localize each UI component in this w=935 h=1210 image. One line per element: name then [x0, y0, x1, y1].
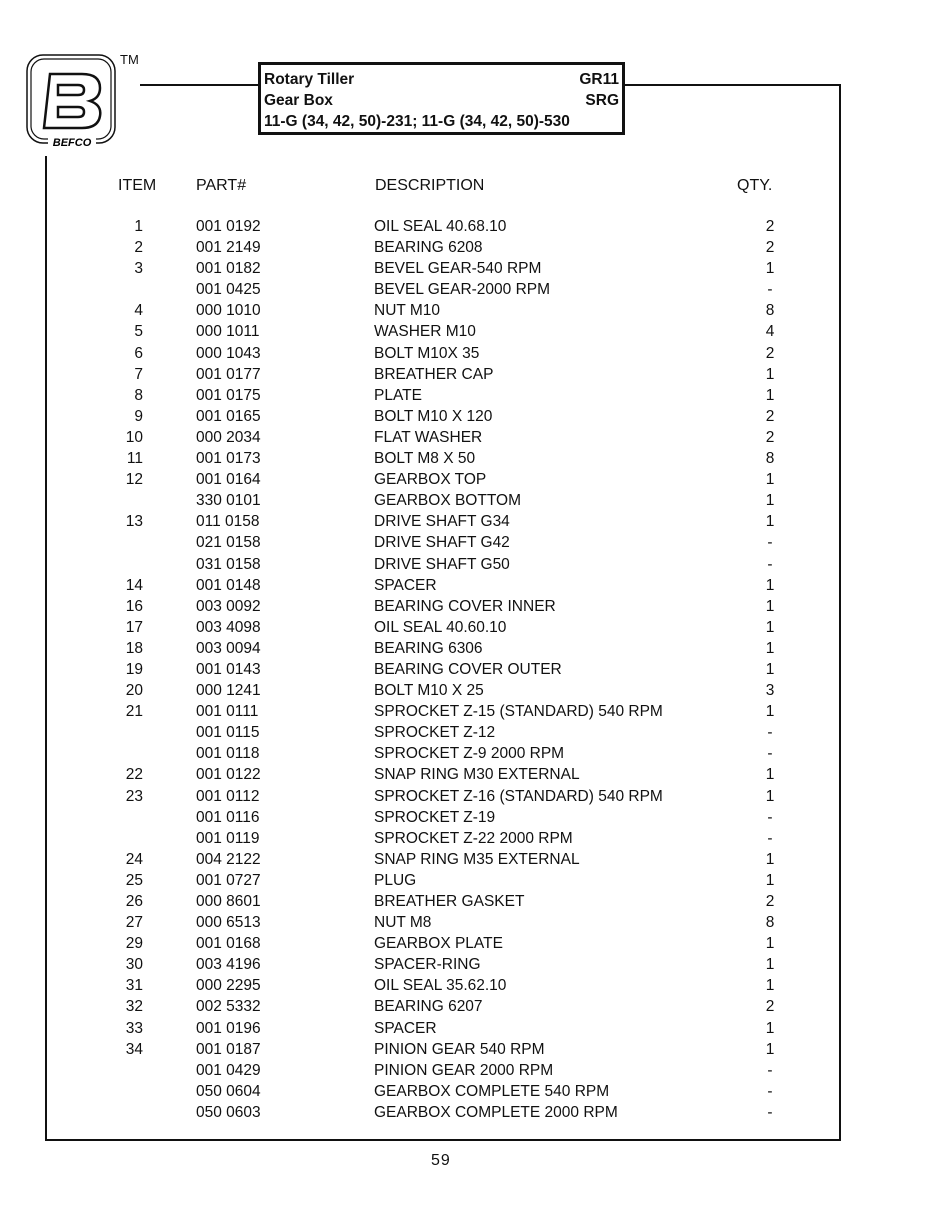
part-description: DRIVE SHAFT G42 — [374, 534, 510, 552]
quantity: 2 — [765, 239, 775, 257]
part-number: 021 0158 — [196, 534, 261, 552]
part-number: 001 0112 — [196, 787, 260, 805]
part-description: SPROCKET Z-22 2000 RPM — [374, 829, 573, 847]
item-number: 34 — [125, 1040, 143, 1058]
item-number: 29 — [125, 935, 143, 953]
quantity: 8 — [765, 450, 775, 468]
table-row — [0, 640, 935, 661]
table-row — [0, 429, 935, 450]
table-row — [0, 1041, 935, 1062]
quantity: 8 — [765, 302, 775, 320]
header-description: DESCRIPTION — [375, 177, 485, 194]
quantity: 4 — [765, 323, 775, 341]
part-number: 000 1011 — [196, 323, 260, 341]
part-description: BOLT M10 X 25 — [374, 682, 484, 700]
part-number: 001 0182 — [196, 260, 261, 278]
part-description: BEVEL GEAR-2000 RPM — [374, 281, 551, 299]
part-description: GEARBOX TOP — [374, 471, 487, 489]
part-number: 011 0158 — [196, 513, 260, 531]
part-description: PLUG — [374, 871, 417, 889]
part-number: 001 0164 — [196, 471, 261, 489]
table-row — [0, 724, 935, 745]
part-number: 001 0173 — [196, 450, 261, 468]
part-number: 001 2149 — [196, 239, 261, 257]
part-number: 050 0603 — [196, 1103, 261, 1121]
quantity: 1 — [765, 660, 775, 678]
part-number: 000 1043 — [196, 344, 261, 362]
part-description: PINION GEAR 2000 RPM — [374, 1061, 554, 1079]
quantity: - — [767, 1082, 773, 1100]
quantity: 1 — [765, 766, 775, 784]
table-row — [0, 1062, 935, 1083]
table-row — [0, 598, 935, 619]
quantity: 8 — [765, 914, 775, 932]
table-row — [0, 471, 935, 492]
table-row — [0, 239, 935, 260]
part-description: WASHER M10 — [374, 323, 476, 341]
item-number: 3 — [134, 260, 143, 278]
item-number: 11 — [126, 450, 143, 468]
quantity: 2 — [765, 428, 775, 446]
part-number: 001 0115 — [196, 724, 260, 742]
item-number: 4 — [134, 302, 143, 320]
part-description: BEARING COVER OUTER — [374, 660, 562, 678]
item-number: 19 — [125, 660, 143, 678]
part-number: 000 1241 — [196, 682, 261, 700]
item-number: 8 — [134, 386, 143, 404]
part-description: DRIVE SHAFT G50 — [374, 555, 510, 573]
header-qty: QTY. — [737, 177, 773, 194]
part-number: 330 0101 — [196, 492, 261, 510]
part-number: 001 0168 — [196, 935, 261, 953]
part-description: BREATHER CAP — [374, 365, 494, 383]
part-description: OIL SEAL 35.62.10 — [374, 977, 507, 995]
item-number: 12 — [125, 471, 143, 489]
quantity: 1 — [765, 787, 775, 805]
quantity: 1 — [765, 1019, 775, 1037]
product-name: Rotary Tiller — [264, 71, 355, 88]
table-row — [0, 408, 935, 429]
part-description: BOLT M8 X 50 — [374, 450, 476, 468]
part-description: PLATE — [374, 386, 422, 404]
item-number: 5 — [134, 323, 143, 341]
quantity: - — [767, 1061, 773, 1079]
item-number: 23 — [125, 787, 143, 805]
quantity: - — [767, 724, 773, 742]
table-row — [0, 281, 935, 302]
part-number: 001 0122 — [196, 766, 261, 784]
model-numbers: 11-G (34, 42, 50)-231; 11-G (34, 42, 50)-530 — [264, 113, 570, 130]
quantity: 1 — [765, 618, 775, 636]
part-description: SPROCKET Z-15 (STANDARD) 540 RPM — [374, 703, 663, 721]
part-number: 000 2295 — [196, 977, 261, 995]
part-number: 002 5332 — [196, 998, 261, 1016]
part-description: SPROCKET Z-16 (STANDARD) 540 RPM — [374, 787, 663, 805]
part-description: DRIVE SHAFT G34 — [374, 513, 510, 531]
quantity: 1 — [765, 260, 775, 278]
part-description: GEARBOX COMPLETE 2000 RPM — [374, 1103, 618, 1121]
quantity: 1 — [765, 850, 775, 868]
part-description: BEARING COVER INNER — [374, 597, 556, 615]
assembly-name: Gear Box — [264, 92, 333, 109]
part-number: 001 0143 — [196, 660, 261, 678]
quantity: 1 — [765, 597, 775, 615]
table-row — [0, 1020, 935, 1041]
quantity: - — [767, 808, 773, 826]
quantity: 1 — [765, 365, 775, 383]
part-number: 000 6513 — [196, 914, 261, 932]
part-number: 001 0429 — [196, 1061, 261, 1079]
part-description: OIL SEAL 40.68.10 — [374, 218, 507, 235]
table-row — [0, 577, 935, 598]
page-number: 59 — [431, 1152, 451, 1169]
table-row — [0, 556, 935, 577]
item-number: 31 — [125, 977, 143, 995]
part-number: 003 4196 — [196, 956, 261, 974]
quantity: 1 — [765, 1040, 775, 1058]
part-number: 001 0196 — [196, 1019, 261, 1037]
part-description: SPACER-RING — [374, 956, 481, 974]
part-description: OIL SEAL 40.60.10 — [374, 618, 507, 636]
part-description: GEARBOX COMPLETE 540 RPM — [374, 1082, 610, 1100]
table-row — [0, 619, 935, 640]
part-number: 003 4098 — [196, 618, 261, 636]
part-number: 003 0092 — [196, 597, 261, 615]
quantity: - — [767, 534, 773, 552]
quantity: 2 — [765, 344, 775, 362]
table-row — [0, 788, 935, 809]
part-number: 001 0177 — [196, 365, 261, 383]
quantity: 1 — [765, 871, 775, 889]
part-description: NUT M8 — [374, 914, 432, 932]
part-number: 001 0111 — [196, 703, 259, 721]
part-number: 001 0187 — [196, 1040, 261, 1058]
part-number: 001 0116 — [196, 808, 260, 826]
part-number: 001 0175 — [196, 386, 261, 404]
table-row — [0, 809, 935, 830]
item-number: 22 — [125, 766, 143, 784]
item-number: 1 — [134, 218, 143, 235]
part-description: BEARING 6306 — [374, 639, 483, 657]
part-description: PINION GEAR 540 RPM — [374, 1040, 545, 1058]
part-description: GEARBOX BOTTOM — [374, 492, 521, 510]
item-number: 10 — [125, 428, 143, 446]
trademark-symbol: TM — [120, 52, 139, 67]
quantity: 2 — [765, 407, 775, 425]
item-number: 20 — [125, 682, 143, 700]
table-row — [0, 977, 935, 998]
table-row — [0, 893, 935, 914]
quantity: 1 — [765, 935, 775, 953]
assembly-code: SRG — [585, 92, 619, 109]
part-number: 001 0148 — [196, 576, 261, 594]
table-row — [0, 387, 935, 408]
part-number: 001 0425 — [196, 281, 261, 299]
table-row — [0, 661, 935, 682]
header-item: ITEM — [118, 177, 157, 194]
table-row — [0, 872, 935, 893]
part-description: FLAT WASHER — [374, 428, 483, 446]
item-number: 7 — [134, 365, 143, 383]
part-number: 000 8601 — [196, 893, 261, 910]
part-number: 001 0119 — [196, 829, 260, 847]
item-number: 25 — [125, 871, 143, 889]
table-row — [0, 513, 935, 534]
quantity: 1 — [765, 639, 775, 657]
table-row — [0, 1104, 935, 1125]
table-row — [0, 956, 935, 977]
quantity: 1 — [765, 386, 775, 404]
part-number: 003 0094 — [196, 639, 261, 657]
quantity: 1 — [765, 977, 775, 995]
table-row — [0, 914, 935, 935]
quantity: 1 — [765, 956, 775, 974]
item-number: 16 — [125, 597, 143, 615]
table-row — [0, 492, 935, 513]
quantity: - — [767, 829, 773, 847]
item-number: 26 — [125, 893, 143, 910]
quantity: - — [767, 281, 773, 299]
frame-line — [45, 1139, 841, 1141]
table-row — [0, 682, 935, 703]
part-number: 001 0165 — [196, 407, 261, 425]
frame-line — [140, 84, 258, 86]
part-description: BEARING 6207 — [374, 998, 483, 1016]
part-description: BOLT M10 X 120 — [374, 407, 493, 425]
table-row — [0, 935, 935, 956]
quantity: 2 — [765, 893, 775, 910]
item-number: 14 — [125, 576, 143, 594]
table-row — [0, 766, 935, 787]
part-number: 000 1010 — [196, 302, 261, 320]
table-row — [0, 703, 935, 724]
part-description: BEVEL GEAR-540 RPM — [374, 260, 542, 278]
part-number: 001 0727 — [196, 871, 261, 889]
table-row — [0, 366, 935, 387]
part-description: BREATHER GASKET — [374, 893, 525, 910]
part-number: 031 0158 — [196, 555, 261, 573]
quantity: 1 — [765, 703, 775, 721]
table-row — [0, 450, 935, 471]
table-row — [0, 534, 935, 555]
table-row — [0, 218, 935, 239]
item-number: 17 — [125, 618, 143, 636]
item-number: 18 — [125, 639, 143, 657]
part-description: SPACER — [374, 1019, 437, 1037]
item-number: 9 — [134, 407, 143, 425]
item-number: 21 — [125, 703, 143, 721]
item-number: 6 — [134, 344, 143, 362]
header-part: PART# — [196, 177, 247, 194]
part-description: SNAP RING M35 EXTERNAL — [374, 850, 580, 868]
part-description: SPROCKET Z-19 — [374, 808, 496, 826]
quantity: 2 — [765, 998, 775, 1016]
item-number: 24 — [125, 850, 143, 868]
item-number: 2 — [134, 239, 143, 257]
part-description: BEARING 6208 — [374, 239, 483, 257]
item-number: 13 — [125, 513, 143, 531]
part-description: SNAP RING M30 EXTERNAL — [374, 766, 580, 784]
item-number: 27 — [125, 914, 143, 932]
part-description: GEARBOX PLATE — [374, 935, 503, 953]
quantity: 2 — [765, 218, 775, 235]
part-number: 001 0192 — [196, 218, 261, 235]
part-description: BOLT M10X 35 — [374, 344, 480, 362]
item-number: 33 — [125, 1019, 143, 1037]
quantity: - — [767, 745, 773, 763]
model-code: GR11 — [579, 71, 619, 88]
part-description: SPACER — [374, 576, 437, 594]
item-number: 32 — [125, 998, 143, 1016]
quantity: 3 — [765, 682, 775, 700]
part-description: SPROCKET Z-9 2000 RPM — [374, 745, 565, 763]
table-row — [0, 323, 935, 344]
frame-line — [625, 84, 841, 86]
table-row — [0, 345, 935, 366]
table-row — [0, 745, 935, 766]
befco-logo — [20, 52, 122, 148]
table-row — [0, 851, 935, 872]
quantity: - — [767, 555, 773, 573]
svg-text:BEFCO: BEFCO — [52, 137, 92, 148]
table-row — [0, 998, 935, 1019]
parts-table — [0, 218, 935, 1125]
part-description: SPROCKET Z-12 — [374, 724, 496, 742]
part-number: 050 0604 — [196, 1082, 261, 1100]
quantity: 1 — [765, 513, 775, 531]
table-row — [0, 830, 935, 851]
item-number: 30 — [125, 956, 143, 974]
table-row — [0, 260, 935, 281]
part-number: 001 0118 — [196, 745, 260, 763]
quantity: 1 — [765, 576, 775, 594]
part-number: 004 2122 — [196, 850, 261, 868]
table-row — [0, 302, 935, 323]
quantity: 1 — [765, 492, 775, 510]
quantity: - — [767, 1103, 773, 1121]
title-box — [258, 62, 625, 135]
part-description: NUT M10 — [374, 302, 441, 320]
table-row — [0, 1083, 935, 1104]
quantity: 1 — [765, 471, 775, 489]
part-number: 000 2034 — [196, 428, 261, 446]
